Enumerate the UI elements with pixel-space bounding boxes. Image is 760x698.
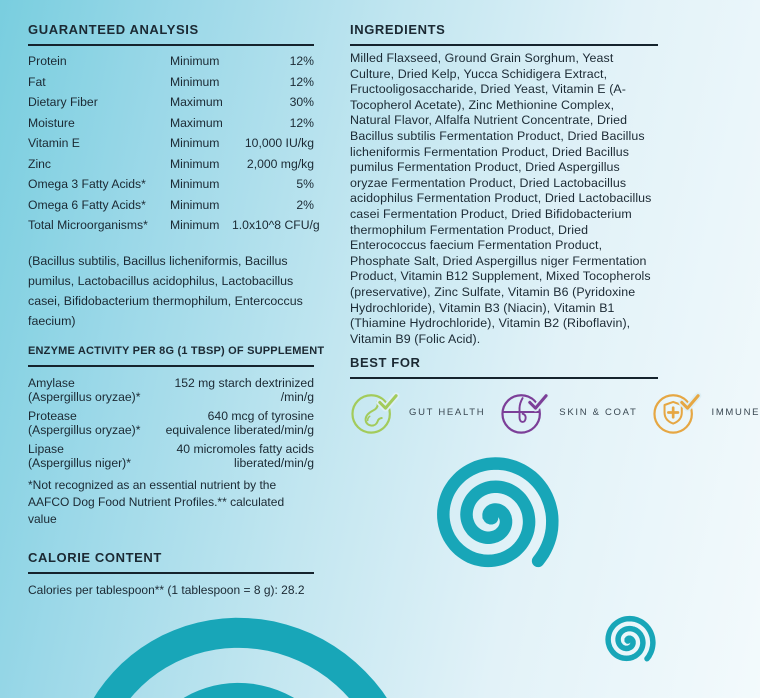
nutrient-value: 12% [289,115,314,130]
left-column [28,22,325,597]
calorie-content-title: CALORIE CONTENT [28,549,162,565]
table-row [28,218,320,239]
calorie-content-section [28,550,314,597]
best-for-title: BEST FOR [350,355,421,371]
nutrient-qualifier: Minimum [170,218,220,232]
enzyme-activity-title: ENZYME ACTIVITY PER 8G (1 TBSP) OF SUPPLEMENT [28,344,325,357]
nutrient-label: Zinc [28,156,52,171]
nutrient-label: Omega 3 Fatty Acids* [28,177,146,191]
guaranteed-analysis-title: GUARANTEED ANALYSIS [28,22,199,37]
enzyme-value-line2: equivalence liberated/min/g [165,423,314,437]
best-for-label: GUT HEALTH [409,406,486,418]
enzyme-source-line: (Aspergillus oryzae)* [28,390,141,404]
spiral-small [608,619,653,659]
nutrient-label: Moisture [28,115,75,130]
enzyme-value-line2: /min/g [280,390,314,404]
nutrient-qualifier: Minimum [170,74,220,89]
table-row [28,95,314,116]
nutrient-label: Vitamin E [28,136,80,150]
table-row [28,409,314,438]
nutrient-qualifier: Maximum [170,95,223,109]
nutrient-value: 2% [296,197,314,212]
table-row [28,198,314,219]
spiral-large-cropped [85,633,403,698]
table-row [28,177,314,198]
nutrient-value: 12% [289,74,314,89]
guaranteed-analysis-table [28,54,320,239]
nutrient-qualifier: Minimum [170,156,220,171]
table-row [28,442,314,471]
table-row [28,136,314,157]
nutrient-qualifier: Maximum [170,115,223,130]
spiral-medium [443,464,552,561]
nutrient-qualifier: Minimum [170,177,220,191]
nutrient-value: 1.0x10^8 CFU/g [232,218,320,232]
nutrient-label: Total Microorganisms* [28,218,148,232]
enzyme-name [28,409,155,438]
enzyme-name [28,376,155,405]
best-for-label: IMMUNE [711,406,760,418]
enzyme-value [155,409,314,438]
enzyme-value [155,376,314,405]
enzyme-value-line1: 640 mcg of tyrosine [207,408,314,423]
nutrient-value: 2,000 mg/kg [246,156,314,171]
aafco-footnote: *Not recognized as an essential nutrient by the AAFCO Dog Food Nutrient Profiles.** calculated value [28,477,285,526]
best-for-item-gut-health [350,389,485,435]
best-for-label: SKIN & COAT [559,406,638,418]
nutrient-label: Omega 6 Fatty Acids* [28,197,146,212]
shield-cross-icon [652,389,702,435]
nutrient-label: Dietary Fiber [28,95,98,109]
table-row [28,116,314,137]
enzyme-name [28,442,155,471]
section-divider [350,377,658,379]
nutrient-value: 5% [296,177,314,191]
enzyme-value-line2: liberated/min/g [234,456,314,470]
nutrient-qualifier: Minimum [170,136,220,150]
nutrient-value: 10,000 IU/kg [244,136,314,150]
hair-follicle-icon [500,389,550,435]
best-for-section [350,355,760,435]
enzyme-name-line: Lipase [28,441,64,456]
enzyme-name-line: Amylase [28,375,75,390]
section-divider [28,44,314,46]
table-row [28,157,314,178]
enzyme-value [155,442,314,471]
table-row [28,54,314,75]
enzyme-source-line: (Aspergillus niger)* [28,456,131,470]
nutrient-label: Protein [28,54,67,68]
nutrient-value: 12% [289,54,314,68]
stomach-icon [350,389,400,435]
section-divider [28,572,314,574]
ingredients-text: Milled Flaxseed, Ground Grain Sorghum, Yeast Culture, Dried Kelp, Yucca Schidigera Extract, Fructooligosaccharide, Dried Yeast, Vitamin E (A-Tocopherol Acetate), Zinc Methionine Complex, Natural Flavor, Alfalfa Nutrient Concentrate, Dried Bacillus subtilis Fermentation Product, Dried Bacillus licheniformis Fermentation Product, Dried Bacillus pumilus Fermentation Product, Dried Aspergillus oryzae Fermentation Product, Dried Lactobacillus acidophilus Fermentation Product, Dried Lactobacillus casei Fermentation Product, Dried Bifidobacterium thermophilum Fermentation Product, Dried Enterococcus faecium Fermentation Product, Phosphate Salt, Dried Aspergillus niger Fermentation Product, Vitamin B12 Supplement, Mixed Tocopherols (preservative), Zinc Sulfate, Vitamin B6 (Pyridoxine Hydrochloride), Vitamin B3 (Niacin), Vitamin B1 (Thiamine Hydrochloride), Vitamin B2 (Riboflavin), Vitamin B9 (Folic Acid). [350,51,652,346]
best-for-icons-row [350,389,760,435]
enzyme-value-line1: 152 mg starch dextrinized [174,375,314,390]
best-for-item-immune [652,389,760,435]
calorie-content-text: Calories per tablespoon** (1 tablespoon = 8 g): 28.2 [28,582,305,597]
best-for-item-skin-coat [500,389,637,435]
enzyme-activity-section [28,343,325,528]
microorganisms-note: (Bacillus subtilis, Bacillus licheniformis, Bacillus pumilus, Lactobacillus acidophilus, Lactobacillus casei, Bifidobacterium thermophilum, Entercoccus faecium) [28,253,303,328]
section-divider [28,365,314,367]
enzyme-value-line1: 40 micromoles fatty acids [176,441,314,456]
nutrient-value: 30% [289,95,314,109]
enzyme-source-line: (Aspergillus oryzae)* [28,423,141,437]
nutrient-qualifier: Minimum [170,54,220,68]
nutrient-label: Fat [28,74,46,89]
right-column [350,22,760,435]
table-row [28,75,314,96]
nutrient-qualifier: Minimum [170,197,220,212]
enzyme-name-line: Protease [28,408,77,423]
enzyme-activity-table [28,376,314,471]
section-divider [350,44,658,46]
ingredients-title: INGREDIENTS [350,22,446,37]
table-row [28,376,314,405]
